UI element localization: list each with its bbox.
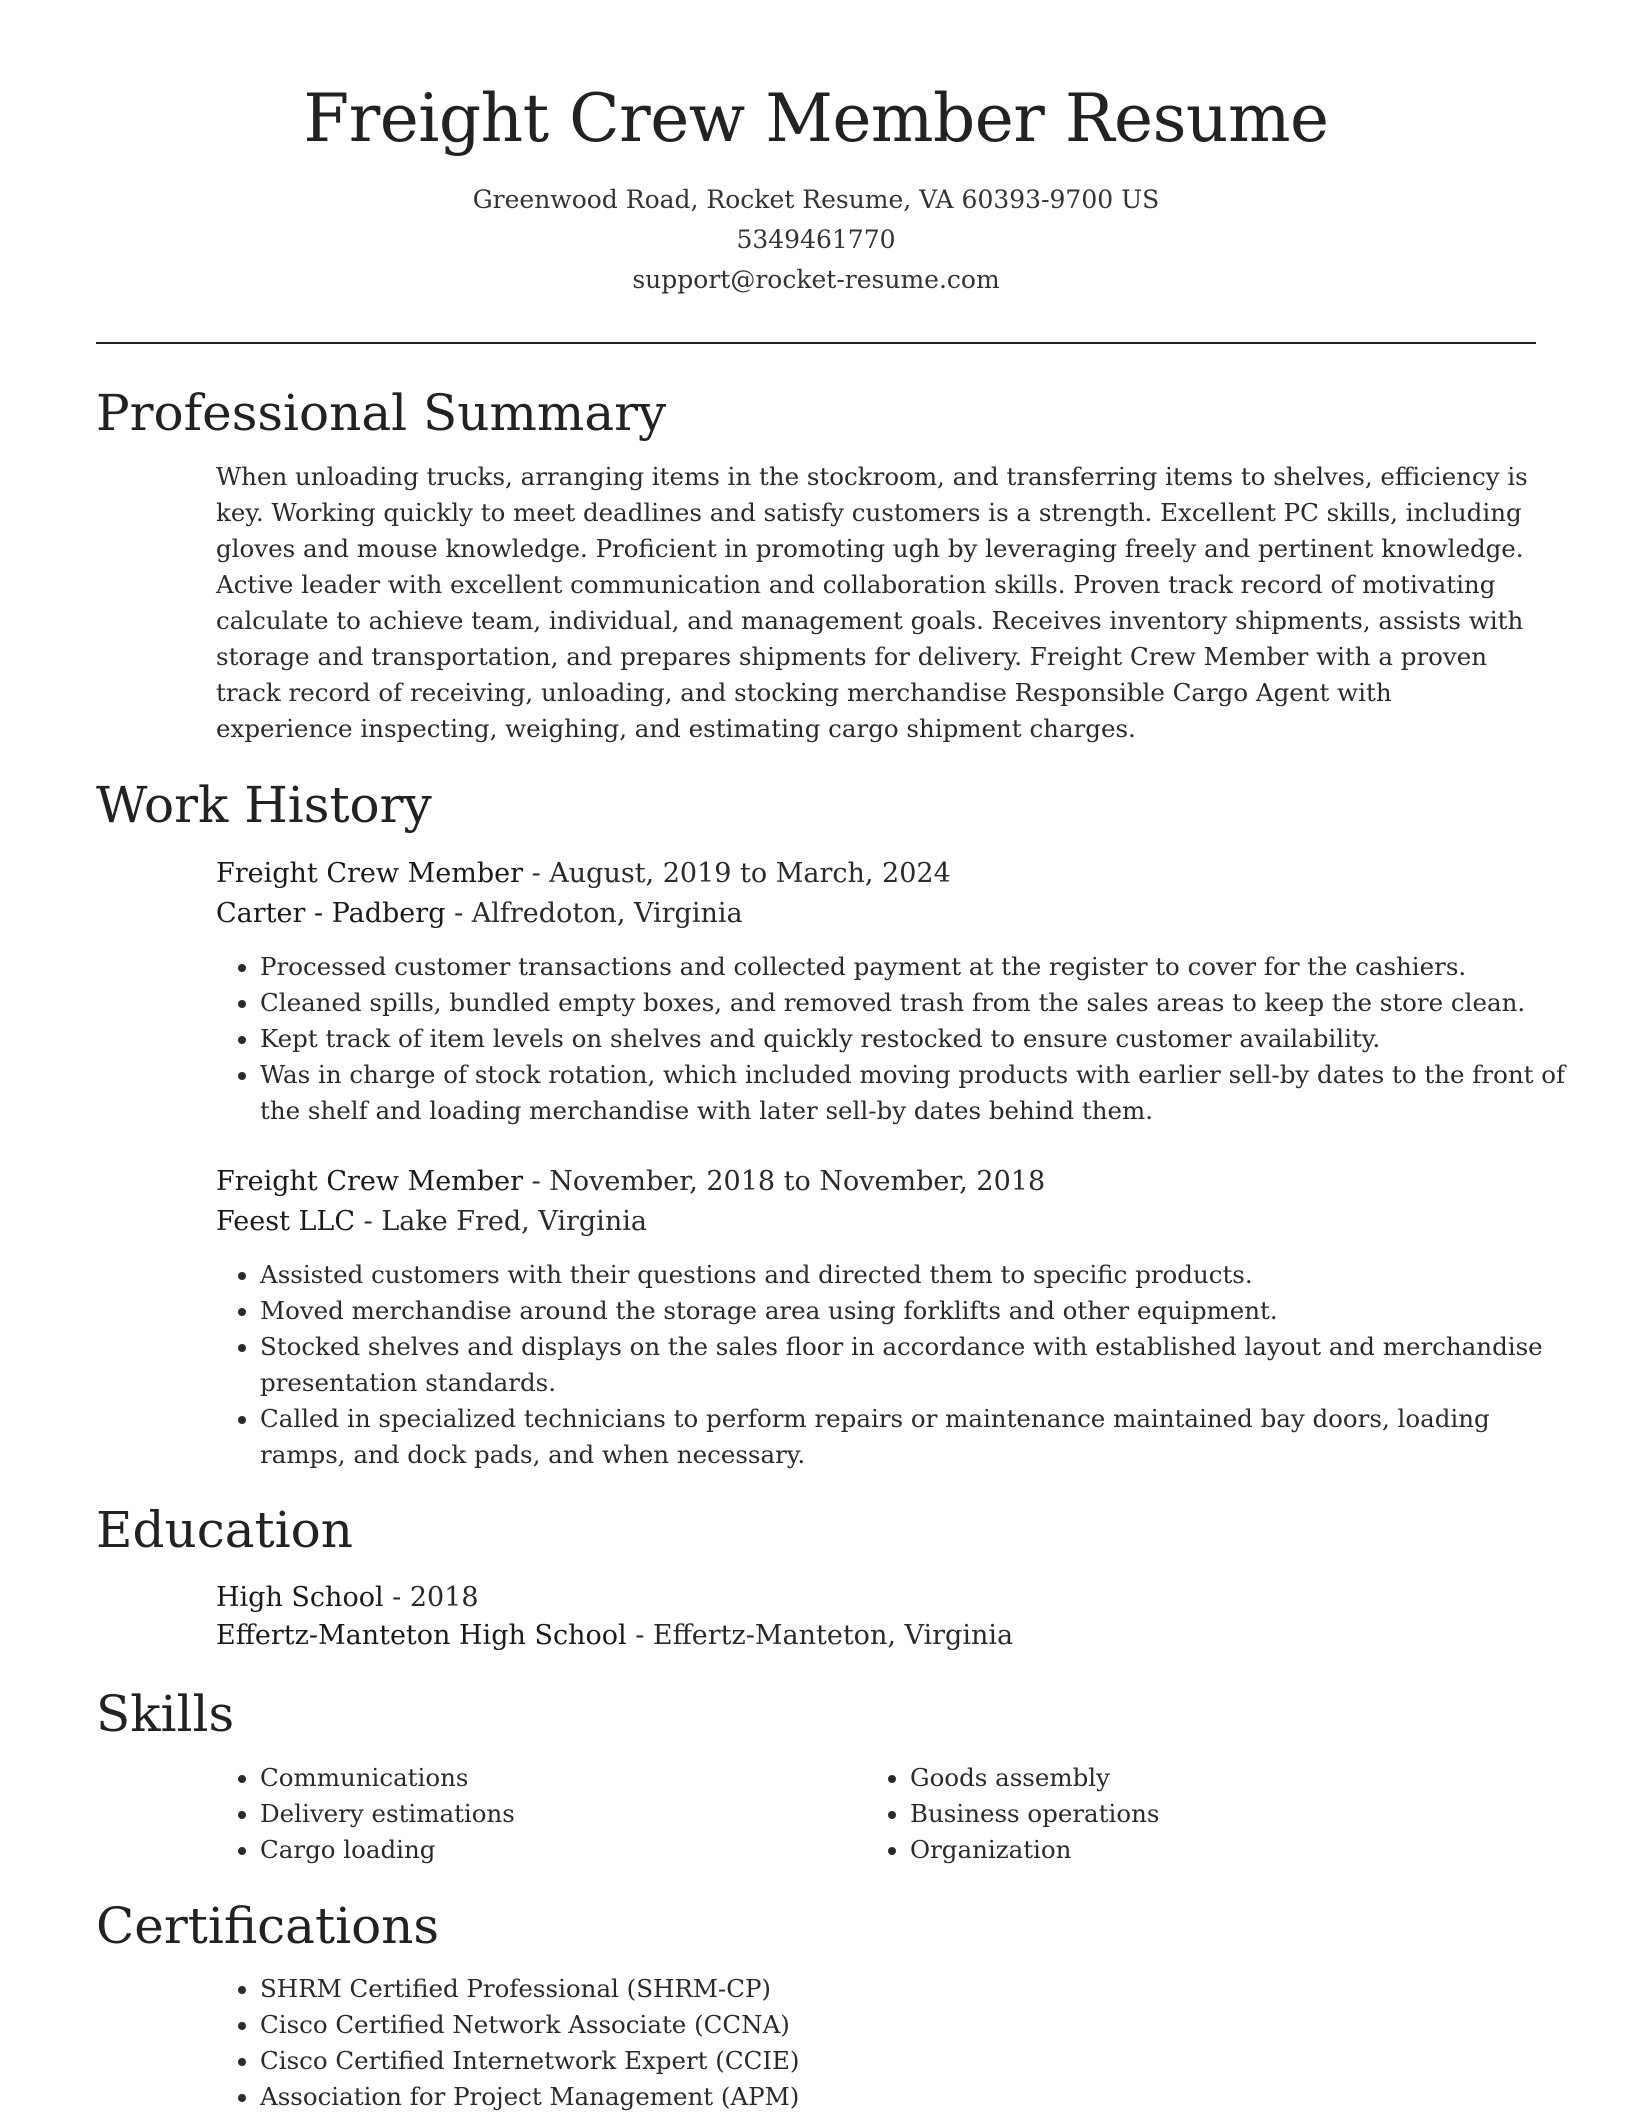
job-1-title: Freight Crew Member (216, 858, 523, 889)
skill-item: • Delivery estimations (260, 1796, 860, 1832)
job-2-bullet: • Stocked shelves and displays on the sales floor in accordance with established layout and merchandise presentation standards. (260, 1329, 1578, 1401)
job-2-dates: - November, 2018 to November, 2018 (523, 1166, 1046, 1197)
certifications-list (216, 1971, 1578, 2115)
job-2-bullets (216, 1257, 1578, 1473)
job-2-location: - Lake Fred, Virginia (355, 1206, 647, 1237)
job-1-bullet: • Processed customer transactions and collected payment at the register to cover for the cashiers. (260, 949, 1578, 985)
skill-item: • Communications (260, 1760, 860, 1796)
education-school-line (216, 1616, 1013, 1656)
contact-block (0, 180, 1632, 300)
job-1-bullet: • Kept track of item levels on shelves and quickly restocked to ensure customer availability. (260, 1021, 1578, 1057)
job-1-bullets (216, 949, 1578, 1129)
job-1-bullet: • Was in charge of stock rotation, which included moving products with earlier sell-by dates to the front of the shelf and loading merchandise with later sell-by dates behind them. (260, 1057, 1578, 1129)
job-1-company: Carter - Padberg (216, 898, 446, 929)
skill-item: • Organization (910, 1832, 1510, 1868)
job-1-location: - Alfredoton, Virginia (445, 898, 743, 929)
job-2-bullet: • Assisted customers with their questions and directed them to specific products. (260, 1257, 1578, 1293)
job-2-company-line (216, 1202, 647, 1242)
skill-item: • Goods assembly (910, 1760, 1510, 1796)
resume-title: Freight Crew Member Resume (303, 80, 1329, 157)
certification-item: • SHRM Certified Professional (SHRM-CP) (260, 1971, 1578, 2007)
certification-item: • Association for Project Management (APM) (260, 2079, 1578, 2115)
education-location: - Effertz-Manteton, Virginia (626, 1620, 1014, 1651)
section-title-certifications: Certifications (96, 1897, 440, 1955)
certification-item: • Cisco Certified Internetwork Expert (CCIE) (260, 2043, 1578, 2079)
job-1-company-line (216, 894, 743, 934)
skill-item: • Cargo loading (260, 1832, 860, 1868)
section-title-work-history: Work History (96, 776, 432, 834)
contact-phone: 5349461770 (736, 225, 896, 254)
contact-address: Greenwood Road, Rocket Resume, VA 60393-9700 US (472, 185, 1160, 214)
education-school: Effertz-Manteton High School (216, 1620, 627, 1651)
section-title-skills: Skills (96, 1685, 235, 1743)
skills-list-left (216, 1760, 860, 1868)
job-2-title: Freight Crew Member (216, 1166, 523, 1197)
resume-header (0, 0, 1632, 300)
job-1-bullet: • Cleaned spills, bundled empty boxes, and removed trash from the sales areas to keep the store clean. (260, 985, 1578, 1021)
job-2-title-line (216, 1162, 1045, 1202)
job-2-company: Feest LLC (216, 1206, 356, 1237)
education-year: - 2018 (383, 1582, 479, 1613)
education-degree-line (216, 1578, 479, 1618)
header-divider (96, 342, 1536, 344)
education-degree: High School (216, 1582, 384, 1613)
job-2-bullet: • Called in specialized technicians to perform repairs or maintenance maintained bay doors, loading ramps, and dock pads, and when necessary. (260, 1401, 1578, 1473)
job-1-title-line (216, 854, 951, 894)
job-2-bullet: • Moved merchandise around the storage area using forklifts and other equipment. (260, 1293, 1578, 1329)
section-title-education: Education (96, 1501, 353, 1559)
summary-text: When unloading trucks, arranging items in the stockroom, and transferring items to shelves, efficiency is key. Working quickly to meet deadlines and satisfy customers is a strength. Excellent PC skills, including gloves and mouse knowledge. Proficient in promoting ugh by leveraging freely and pertinent knowledge. Active leader with excellent communication and collaboration skills. Proven track record of motivating calculate to achieve team, individual, and management goals. Receives inventory shipments, assists with storage and transportation, and prepares shipments for delivery. Freight Crew Member with a proven track record of receiving, unloading, and stocking merchandise Responsible Cargo Agent with experience inspecting, weighing, and estimating cargo shipment charges. (216, 462, 1528, 743)
skill-item: • Business operations (910, 1796, 1510, 1832)
skills-list-right (866, 1760, 1510, 1868)
section-title-summary: Professional Summary (96, 384, 667, 442)
contact-email: support@rocket-resume.com (632, 265, 1000, 294)
job-1-dates: - August, 2019 to March, 2024 (523, 858, 951, 889)
certification-item: • Cisco Certified Network Associate (CCNA) (260, 2007, 1578, 2043)
